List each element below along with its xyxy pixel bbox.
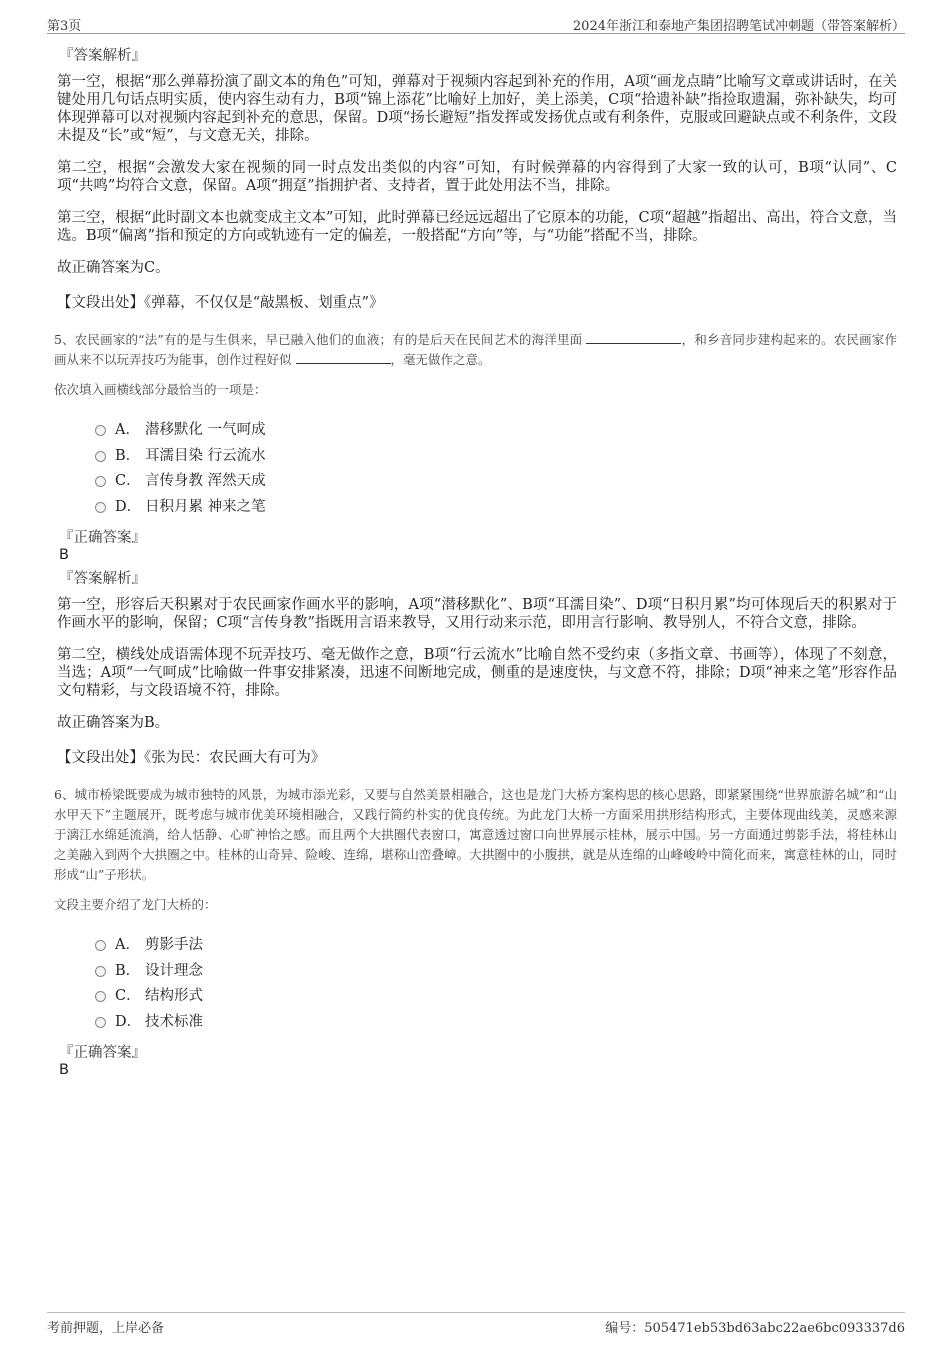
q6-option-c[interactable]	[95, 982, 897, 1008]
footer-serial-number: 编号：505471eb53bd63abc22ae6bc093337d6	[605, 1321, 905, 1336]
option-letter: A．	[115, 422, 140, 439]
q5-text-before: 5、农民画家的“法”有的是与生俱来，早已融入他们的血液；有的是后天在民间艺术的海洋里面	[54, 332, 583, 347]
radio-button-icon[interactable]	[95, 425, 106, 436]
q5-option-a[interactable]	[95, 416, 897, 442]
page-number: 第3页	[47, 19, 82, 34]
page-content	[54, 44, 897, 1082]
q4-source: 【文段出处】《弹幕，不仅仅是“敲黑板、划重点”》	[57, 295, 384, 311]
radio-button-icon[interactable]	[95, 451, 106, 462]
q5-blank-2	[296, 352, 391, 364]
q5-analysis-label: 『答案解析』	[59, 571, 146, 587]
q4-conclusion: 故正确答案为C。	[57, 260, 170, 276]
q5-source: 【文段出处】《张为民：农民画大有可为》	[57, 750, 326, 766]
option-text: 耳濡目染 行云流水	[145, 447, 266, 464]
q5-option-c[interactable]	[95, 467, 897, 493]
page-footer	[47, 1312, 905, 1335]
option-letter: B．	[115, 447, 141, 464]
q5-blank-1	[586, 332, 681, 344]
option-text: 剪影手法	[145, 937, 203, 954]
option-letter: A．	[115, 937, 140, 954]
q5-question-text	[54, 330, 897, 370]
q6-option-d[interactable]	[95, 1008, 897, 1034]
q4-analysis-para-1: 第一空，根据“那么弹幕扮演了副文本的角色”可知，弹幕对于视频内容起到补充的作用，A项“画龙点睛”比喻写文章或讲话时，在关键处用几句话点明实质，使内容生动有力，B项“锦上添花”比喻好上加好，美上添美，C项“拾遗补缺”指捡取遗漏，弥补缺失，均可体现弹幕可以对视频内容起到补充的意思，保留。D项“扬长避短”指发挥或发扬优点或有利条件，克服或回避缺点或不利条件，文段未提及“长”或“短”，与文意无关，排除。	[57, 74, 897, 144]
radio-button-icon[interactable]	[95, 476, 106, 487]
q5-options	[95, 416, 897, 518]
option-text: 结构形式	[145, 988, 203, 1005]
radio-button-icon[interactable]	[95, 940, 106, 951]
option-letter: D．	[115, 498, 142, 515]
radio-button-icon[interactable]	[95, 966, 106, 977]
q5-analysis-para-1: 第一空，形容后天积累对于农民画家作画水平的影响，A项“潜移默化”、B项“耳濡目染”、D项“日积月累”均可体现后天的积累对于作画水平的影响，保留；C项“言传身教”指既用言语来教导，又用行动来示范，即用言行影响、教导别人，不符合文意，排除。	[57, 597, 897, 631]
page-header	[47, 13, 905, 34]
radio-button-icon[interactable]	[95, 502, 106, 513]
q5-conclusion: 故正确答案为B。	[57, 715, 170, 731]
q5-text-middle: ，和乡音同步建构起来的。农民画家作画从来不以玩弄技巧为能事，创作过程好似	[54, 332, 897, 367]
option-text: 潜移默化 一气呵成	[145, 422, 266, 439]
radio-button-icon[interactable]	[95, 991, 106, 1002]
q5-option-d[interactable]	[95, 493, 897, 519]
option-letter: D．	[115, 1013, 142, 1030]
q6-options	[95, 931, 897, 1033]
q5-answer-value: B	[59, 547, 69, 563]
option-letter: B．	[115, 962, 141, 979]
option-text: 言传身教 浑然天成	[145, 473, 266, 490]
q6-prompt: 文段主要介绍了龙门大桥的：	[54, 897, 217, 912]
option-text: 日积月累 神来之笔	[145, 498, 266, 515]
q5-answer-label: 『正确答案』	[59, 530, 146, 546]
q6-answer-value: B	[59, 1062, 69, 1078]
q6-option-a[interactable]	[95, 931, 897, 957]
q5-text-after: ，毫无做作之意。	[390, 352, 491, 367]
option-text: 技术标准	[145, 1013, 203, 1030]
q4-analysis-label: 『答案解析』	[59, 48, 146, 64]
q4-analysis-para-2: 第二空，根据“会激发大家在视频的同一时点发出类似的内容”可知，有时候弹幕的内容得到了大家一致的认可，B项“认同”、C项“共鸣”均符合文意，保留。A项“拥趸”指拥护者、支持者，置于此处用法不当，排除。	[57, 160, 897, 194]
radio-button-icon[interactable]	[95, 1017, 106, 1028]
q6-answer-label: 『正确答案』	[59, 1045, 146, 1061]
q5-prompt: 依次填入画横线部分最恰当的一项是：	[54, 382, 267, 397]
q4-analysis-para-3: 第三空，根据“此时副文本也就变成主文本”可知，此时弹幕已经远远超出了它原本的功能，C项“超越”指超出、高出，符合文意，当选。B项“偏离”指和预定的方向或轨迹有一定的偏差，一般搭配“方向”等，与“功能”搭配不当，排除。	[57, 210, 897, 244]
option-letter: C．	[115, 988, 141, 1005]
q5-option-b[interactable]	[95, 442, 897, 468]
option-text: 设计理念	[145, 962, 203, 979]
option-letter: C．	[115, 473, 141, 490]
footer-slogan: 考前押题，上岸必备	[47, 1321, 165, 1336]
document-title: 2024年浙江和泰地产集团招聘笔试冲刺题（带答案解析）	[572, 19, 905, 34]
q5-analysis-para-2: 第二空，横线处成语需体现不玩弄技巧、毫无做作之意，B项“行云流水”比喻自然不受约束（多指文章、书画等），体现了不刻意，当选；A项“一气呵成”比喻做一件事安排紧凑，迅速不间断地完成，侧重的是速度快，与文意不符，排除；D项“神来之笔”形容作品文句精彩，与文段语境不符，排除。	[57, 647, 897, 699]
q6-option-b[interactable]	[95, 957, 897, 983]
q6-question-text: 6、城市桥梁既要成为城市独特的风景，为城市添光彩，又要与自然美景相融合，这也是龙门大桥方案构思的核心思路，即紧紧围绕“世界旅游名城”和“山水甲天下”主题展开，既考虑与城市优美环境相融合，又践行简约朴实的优良传统。为此龙门大桥一方面采用拱形结构形式，主要体现曲线美，灵感来源于漓江水绵延流淌，给人恬静、心旷神怡之感。而且两个大拱圈代表窗口，寓意透过窗口向世界展示桂林，展示中国。另一方面通过剪影手法，将桂林山之美融入到两个大拱圈之中。桂林的山奇异、险峻、连绵，堪称山峦叠嶂。大拱圈中的小腹拱，就是从连绵的山峰峻岭中简化而来，寓意桂林的山，同时形成“山”子形状。	[54, 787, 897, 882]
